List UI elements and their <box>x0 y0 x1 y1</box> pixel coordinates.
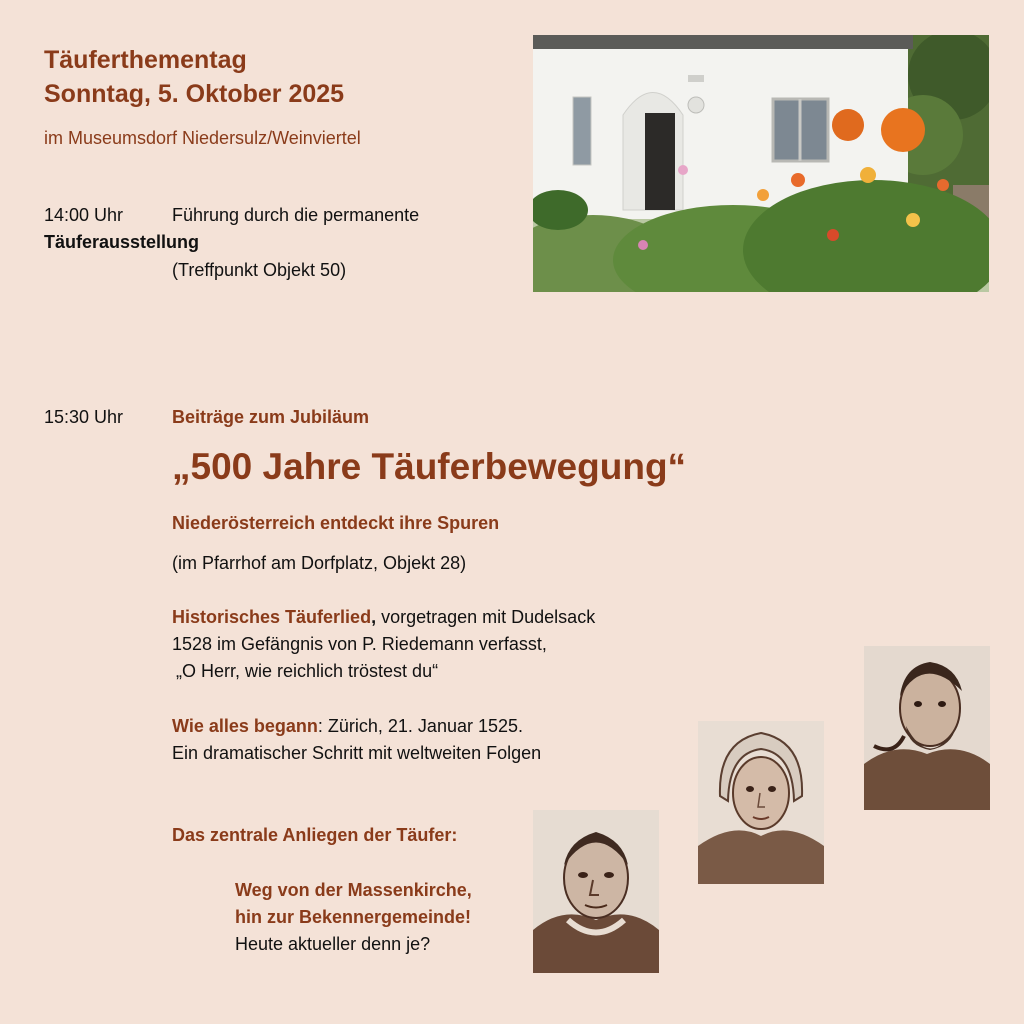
portrait-old-man <box>533 810 659 973</box>
slot1-line1: Führung durch die permanente <box>172 205 420 225</box>
portrait-young-woman <box>698 721 824 884</box>
jubilee-subheadline: Niederösterreich entdeckt ihre Spuren <box>172 513 500 533</box>
slot2-intro: Beiträge zum Jubiläum <box>172 407 370 427</box>
event-date: Sonntag, 5. Oktober 2025 <box>44 80 345 108</box>
jubilee-headline: „500 Jahre Täuferbewegung“ <box>172 446 687 487</box>
slot1-line2: Täuferausstellung <box>44 232 200 252</box>
song-line2: 1528 im Gefängnis von P. Riedemann verfasst, <box>172 634 547 654</box>
slot2-time: 15:30 Uhr <box>44 407 124 427</box>
begin-line2: Ein dramatischer Schritt mit weltweiten Folgen <box>172 743 542 763</box>
begin-label: Wie alles begann <box>172 716 318 736</box>
concern-line2: hin zur Bekennergemeinde! <box>235 907 472 927</box>
concern-line3: Heute aktueller denn je? <box>235 934 431 954</box>
jubilee-location: (im Pfarrhof am Dorfplatz, Objekt 28) <box>172 553 467 573</box>
event-title: Täuferthementag <box>44 46 247 74</box>
begin-line1 <box>172 713 523 740</box>
slot1-time: 14:00 Uhr <box>44 205 124 225</box>
song-comma: , <box>371 607 377 627</box>
song-line1 <box>172 604 595 631</box>
slot1-line3: (Treffpunkt Objekt 50) <box>172 260 347 280</box>
concern-line1: Weg von der Massenkirche, <box>235 880 472 900</box>
song-rest: vorgetragen mit Dudelsack <box>376 607 596 627</box>
concern-label: Das zentrale Anliegen der Täufer: <box>172 825 458 845</box>
song-label: Historisches Täuferlied <box>172 607 372 627</box>
song-line3: „O Herr, wie reichlich tröstest du“ <box>176 661 439 681</box>
portrait-bearded-man <box>864 646 990 810</box>
begin-rest: : Zürich, 21. Januar 1525. <box>317 716 524 736</box>
museum-house-photo <box>533 35 989 292</box>
event-venue: im Museumsdorf Niedersulz/Weinviertel <box>44 128 361 148</box>
